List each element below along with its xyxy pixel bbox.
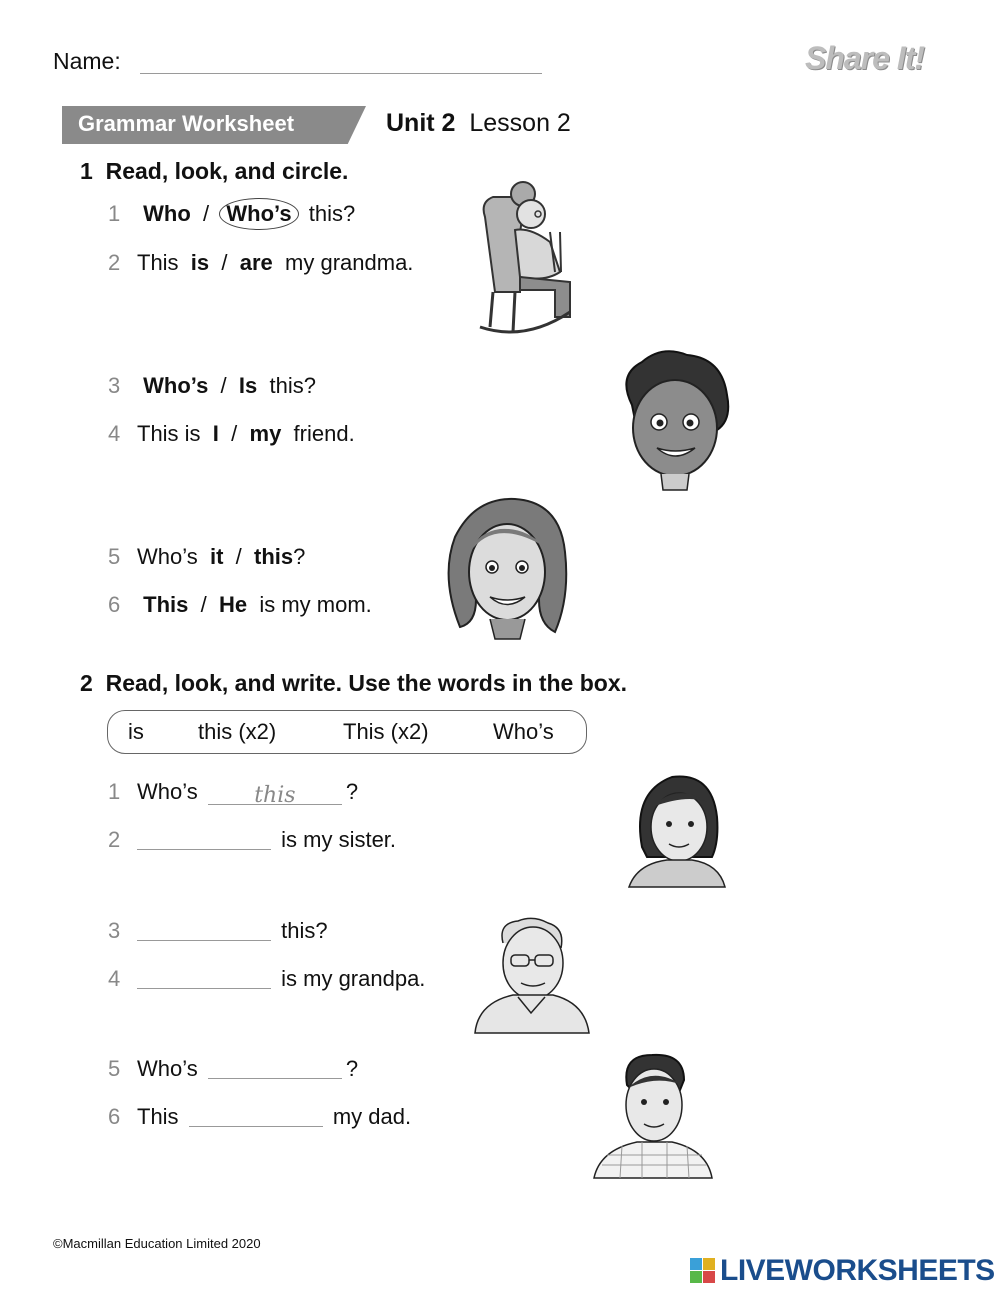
answer-blank[interactable]: [137, 827, 271, 850]
s2-item-6: 6 This my dad.: [108, 1104, 412, 1129]
word-box: [107, 710, 587, 754]
choice-a[interactable]: I: [212, 421, 219, 446]
choice-a[interactable]: is: [190, 250, 210, 275]
box-word: This (x2): [343, 719, 429, 744]
answer-blank[interactable]: this: [208, 782, 342, 805]
section-2-title: 2 Read, look, and write. Use the words in the box.: [80, 670, 627, 696]
unit-label: Unit 2: [386, 109, 456, 137]
s1-item-2: 2 This is / are my grandma.: [108, 250, 414, 275]
s2-item-4: 4 is my grandpa.: [108, 966, 426, 991]
mom-illustration: [440, 497, 575, 647]
answer-blank[interactable]: [137, 966, 271, 989]
choice-b[interactable]: are: [239, 250, 273, 275]
answer-blank[interactable]: [137, 918, 271, 941]
boy-friend-illustration: [617, 350, 732, 495]
s1-item-1: 1 Who / Who’s this?: [108, 201, 355, 227]
box-word: is: [128, 719, 144, 744]
name-input-line[interactable]: [140, 73, 542, 74]
s2-item-5: 5 Who’s ?: [108, 1056, 359, 1081]
unit-lesson: [386, 109, 571, 138]
choice-b-circled[interactable]: Who’s: [219, 198, 298, 230]
liveworksheets-logo-icon: [690, 1258, 716, 1284]
s2-item-2: 2 is my sister.: [108, 827, 397, 852]
lesson-label: Lesson 2: [469, 109, 571, 137]
s2-item-1: 1 Who’s this ?: [108, 779, 359, 808]
box-word: this (x2): [198, 719, 277, 744]
choice-a[interactable]: This: [143, 592, 189, 617]
sister-illustration: [627, 772, 727, 892]
grandma-rocking-chair-illustration: [475, 172, 585, 342]
name-label: Name:: [53, 48, 121, 74]
choice-a[interactable]: Who’s: [143, 373, 209, 398]
answer-blank[interactable]: [208, 1056, 342, 1079]
s1-item-6: 6 This / He is my mom.: [108, 592, 372, 617]
choice-a[interactable]: it: [209, 544, 224, 569]
copyright-notice: ©Macmillan Education Limited 2020: [53, 1236, 261, 1251]
liveworksheets-brand[interactable]: LIVEWORKSHEETS: [720, 1254, 995, 1287]
box-word: Who’s: [493, 719, 554, 744]
s1-item-4: 4 This is I / my friend.: [108, 421, 355, 446]
s2-item-3: 3 this?: [108, 918, 328, 943]
section-1-title: 1 Read, look, and circle.: [80, 158, 349, 184]
choice-b[interactable]: my: [249, 421, 282, 446]
choice-a[interactable]: Who: [143, 201, 191, 226]
choice-b[interactable]: this: [254, 544, 294, 569]
banner-title: Grammar Worksheet: [78, 111, 295, 136]
s1-item-5: 5 Who’s it / this?: [108, 544, 306, 569]
answer-blank[interactable]: [189, 1104, 323, 1127]
choice-b[interactable]: He: [218, 592, 248, 617]
choice-b[interactable]: Is: [238, 373, 258, 398]
grandpa-illustration: [473, 913, 591, 1038]
dad-illustration: [592, 1050, 714, 1180]
s1-item-3: 3 Who’s / Is this?: [108, 373, 316, 398]
share-it-logo: Share It!: [805, 40, 925, 76]
